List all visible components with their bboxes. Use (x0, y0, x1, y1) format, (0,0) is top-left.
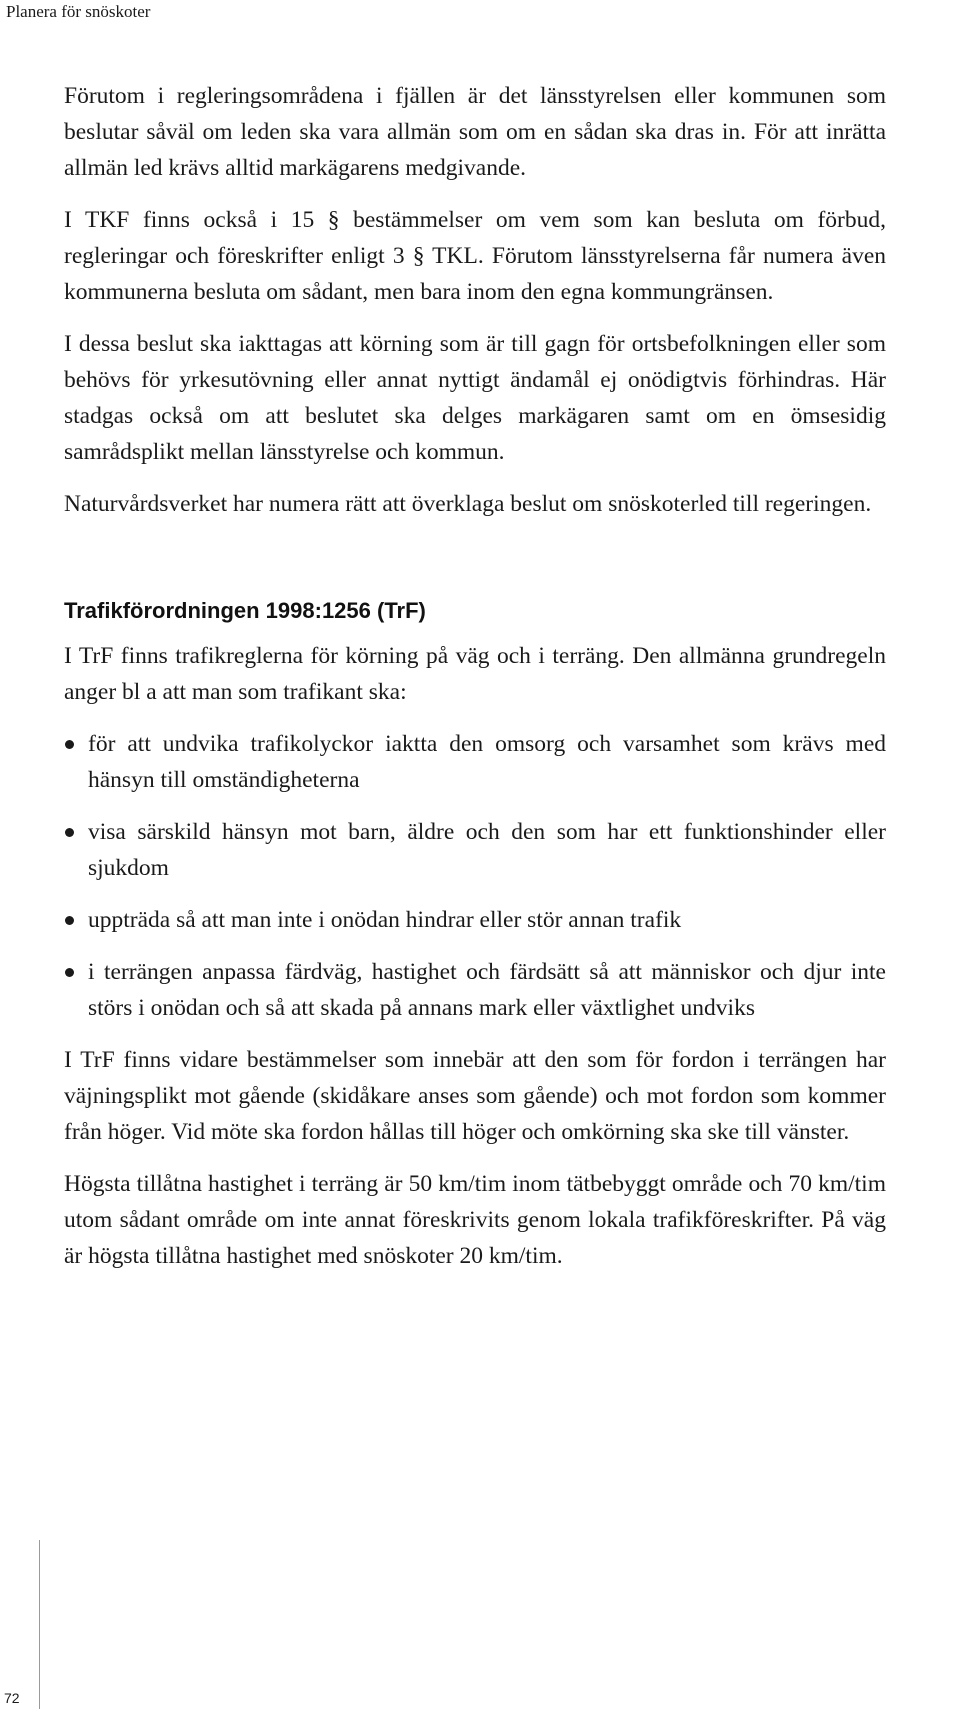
paragraph: Högsta tillåtna hastighet i terräng är 50 km/tim inom tätbebyggt område och 70 km/tim utom sådant område om inte annat föreskrivits genom lokala trafikföreskrifter. På väg är högsta tillåtna hastighet med snöskoter 20 km/tim. (64, 1171, 886, 1269)
list-item (64, 726, 886, 798)
bullet-list (64, 726, 886, 1026)
list-item (64, 902, 886, 938)
running-header: Planera för snöskoter (6, 2, 151, 21)
section-intro: I TrF finns trafikreglerna för körning på väg och i terräng. Den allmänna grundregeln anger bl a att man som trafikant ska: (64, 643, 886, 705)
page-number: 72 (4, 1690, 20, 1706)
paragraph: I dessa beslut ska iakttagas att körning som är till gagn för ortsbefolkningen eller som behövs för yrkesutövning eller annat nyttigt ändamål ej onödigtvis förhindras. Här stadgas också om att beslutet ska delges markägaren samt om en ömsesidig samrådsplikt mellan länsstyrelse och kommun. (64, 331, 886, 465)
list-item-text: visa särskild hänsyn mot barn, äldre och den som har ett funktionshinder eller sjukdom (88, 819, 886, 881)
list-item-text: för att undvika trafikolyckor iaktta den omsorg och varsamhet som krävs med hänsyn till omständigheterna (88, 731, 886, 793)
paragraph: I TrF finns vidare bestämmelser som innebär att den som för fordon i terrängen har väjningsplikt mot gående (skidåkare anses som gående) och mot fordon som kommer från höger. Vid möte ska fordon hållas till höger och omkörning ska ske till vänster. (64, 1047, 886, 1145)
paragraph: Naturvårdsverket har numera rätt att överklaga beslut om snöskoterled till regeringen. (64, 491, 872, 517)
list-item-text: i terrängen anpassa färdväg, hastighet och färdsätt så att människor och djur inte störs i onödan och så att skada på annans mark eller växtlighet undviks (88, 959, 886, 1021)
bullet-icon (65, 740, 74, 749)
bullet-icon (65, 828, 74, 837)
paragraph: Förutom i regleringsområdena i fjällen är det länsstyrelsen eller kommunen som beslutar såväl om leden ska vara allmän som om en sådan ska dras in. För att inrätta allmän led krävs alltid markägarens medgivande. (64, 83, 886, 181)
page-margin-rule (0, 1540, 40, 1709)
section-heading: Trafikförordningen 1998:1256 (TrF) (64, 598, 426, 623)
bullet-icon (65, 968, 74, 977)
list-item (64, 954, 886, 1026)
list-item-text: uppträda så att man inte i onödan hindrar eller stör annan trafik (88, 907, 682, 933)
bullet-icon (65, 916, 74, 925)
page-content (64, 78, 886, 1290)
paragraph: I TKF finns också i 15 § bestämmelser om vem som kan besluta om förbud, regleringar och föreskrifter enligt 3 § TKL. Förutom länsstyrelserna får numera även kommunerna besluta om sådant, men bara inom den egna kommungränsen. (64, 207, 886, 305)
list-item (64, 814, 886, 886)
